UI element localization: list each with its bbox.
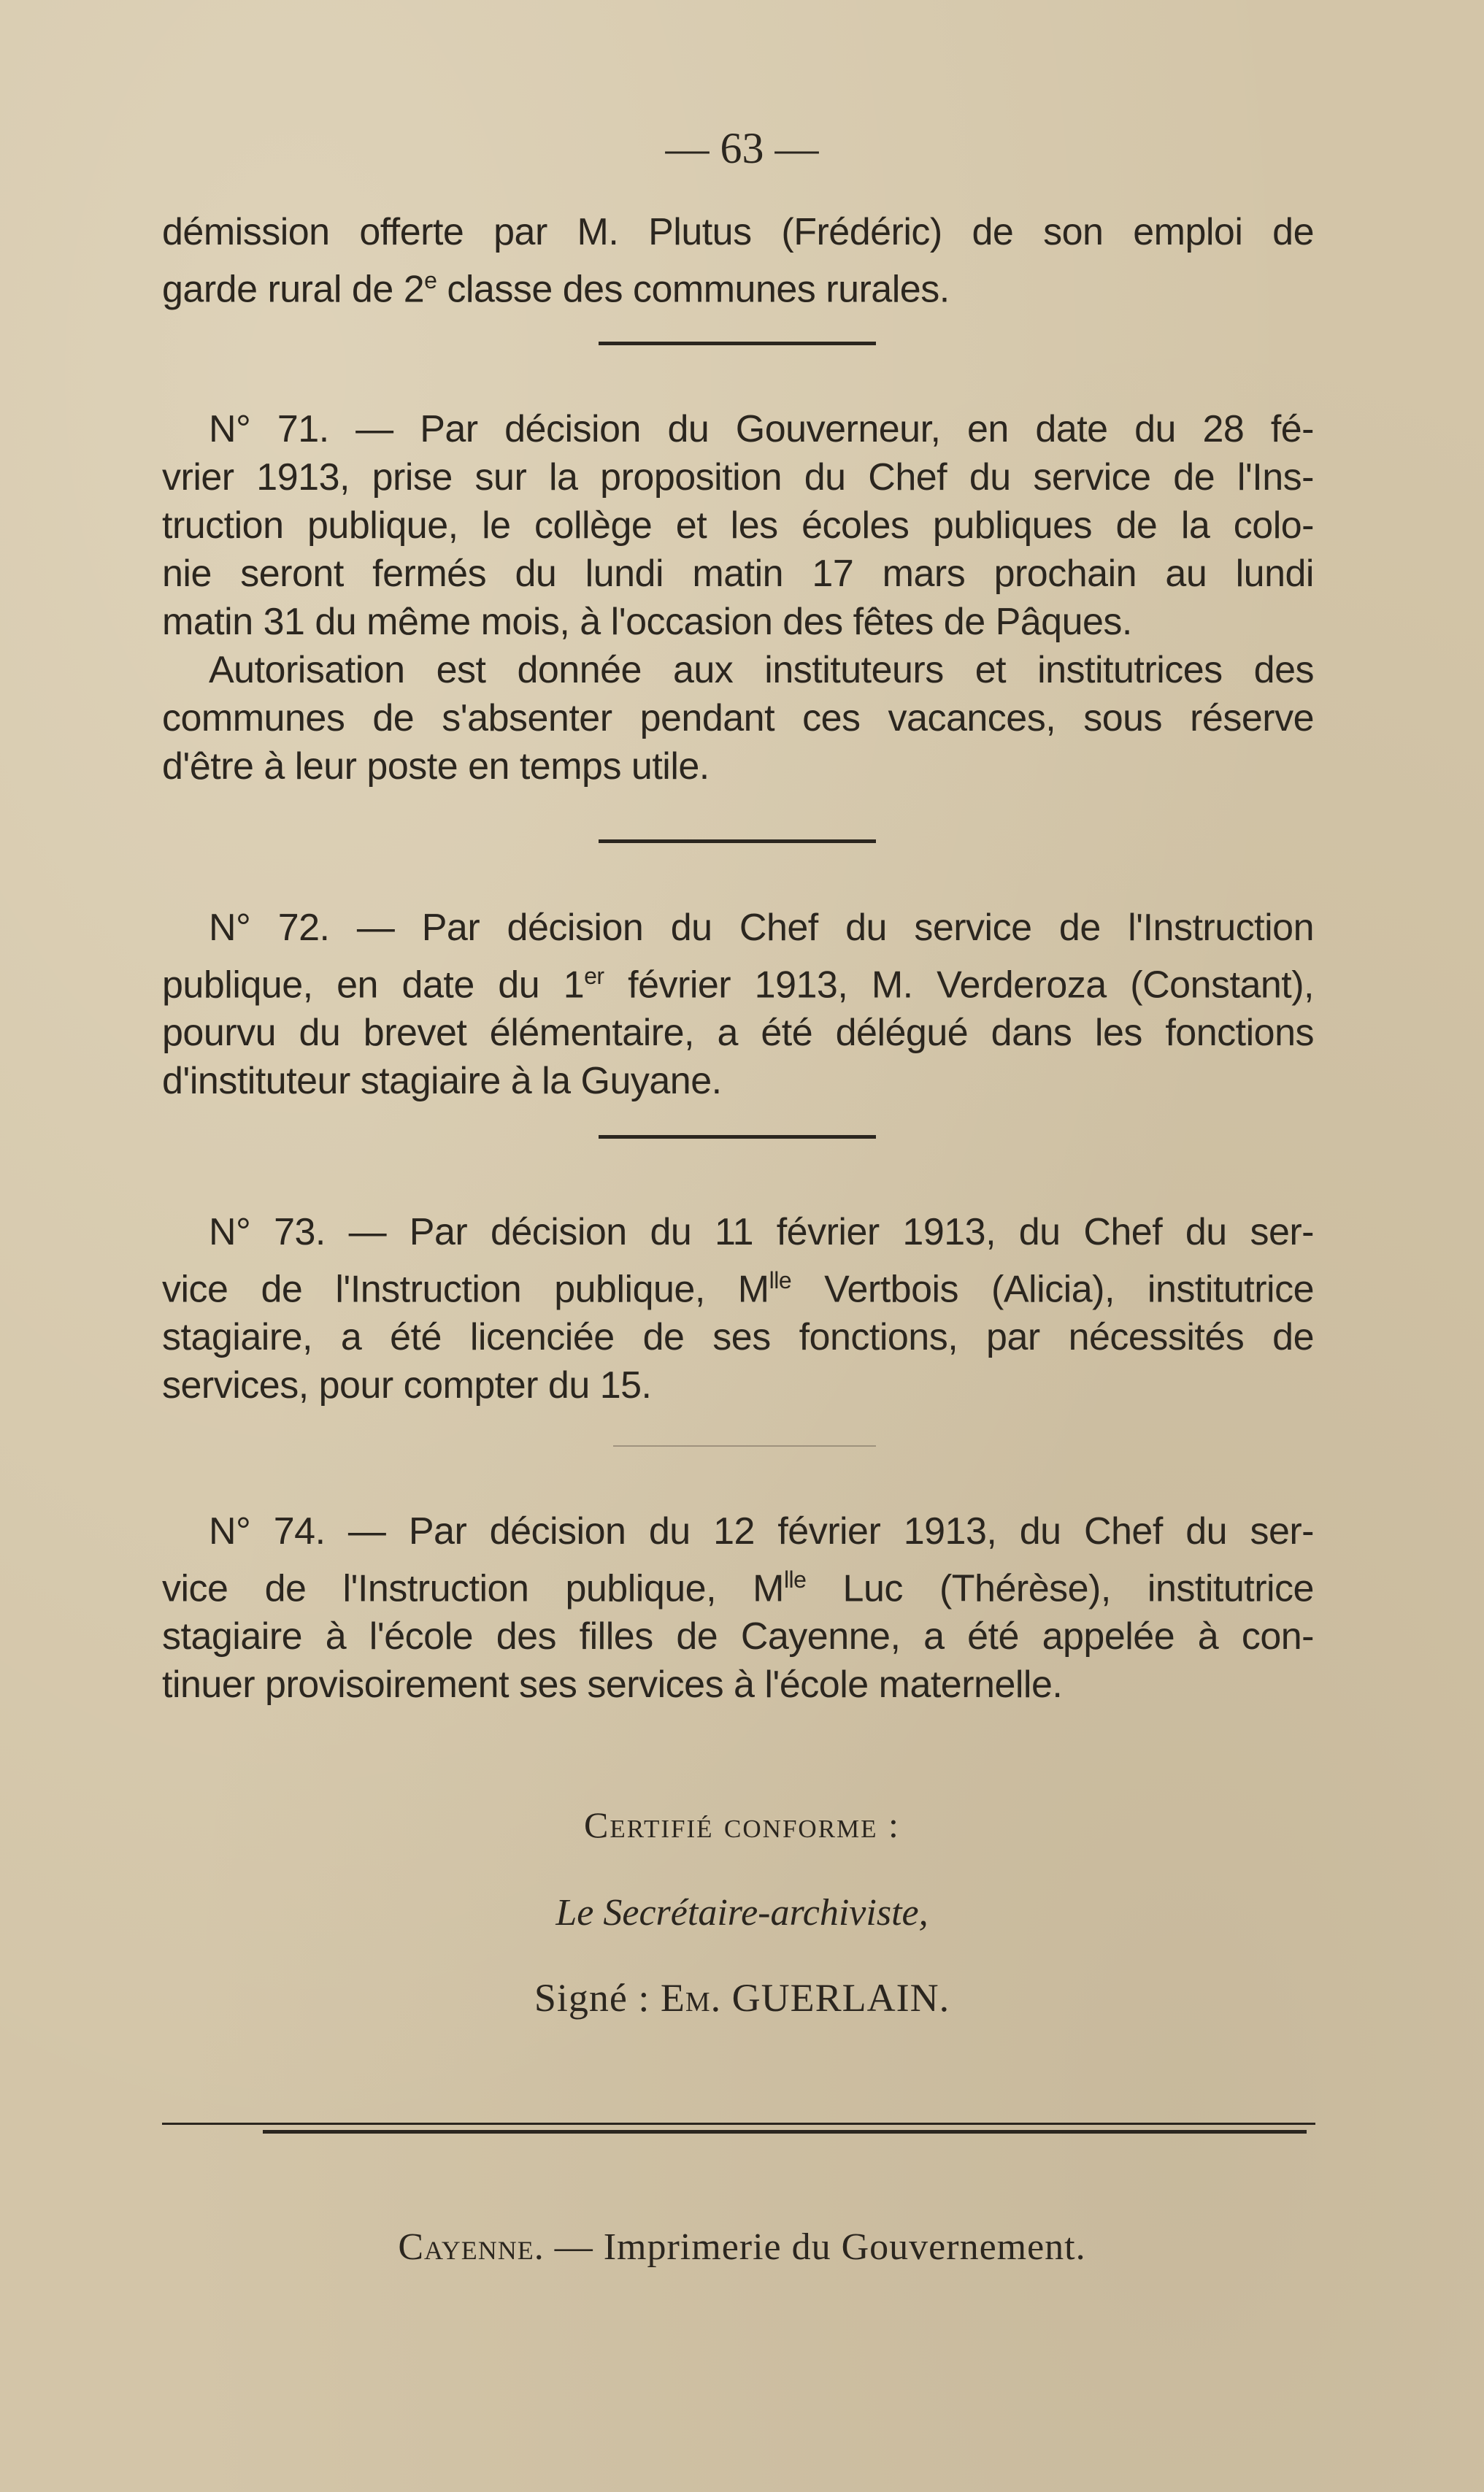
text-run: février 1913, M. Verderoza (Constant), <box>604 964 1314 1007</box>
text-line: nie seront fermés du lundi matin 17 mars prochain au lundi <box>162 553 1314 595</box>
signed-label: Signé : <box>534 1976 661 2020</box>
superscript: e <box>424 267 437 293</box>
text-line: N° 73. — Par décision du 11 février 1913, du Chef du ser- <box>209 1211 1314 1253</box>
text-line <box>162 1256 1314 1313</box>
separator-rule-faint <box>613 1445 876 1447</box>
text-line <box>162 1555 1314 1612</box>
separator-rule <box>599 1135 876 1139</box>
superscript: lle <box>783 1566 807 1593</box>
text-line: Autorisation est donnée aux instituteurs et institutrices des <box>209 649 1314 691</box>
separator-rule <box>599 839 876 843</box>
entry-74 <box>162 1507 1314 1709</box>
footer-rule-thick <box>263 2130 1307 2134</box>
entry-72 <box>162 904 1314 1105</box>
imprint-place: Cayenne <box>398 2226 534 2268</box>
text-line: d'être à leur poste en temps utile. <box>162 745 710 788</box>
separator-rule <box>599 342 876 345</box>
text-line <box>162 952 1314 1009</box>
text-line: N° 74. — Par décision du 12 février 1913, du Chef du ser- <box>209 1510 1314 1553</box>
text-line: truction publique, le collège et les écoles publiques de la colo- <box>162 504 1314 547</box>
text-run: publique, en date du 1 <box>162 964 585 1007</box>
text-run: classe des communes rurales. <box>437 268 950 311</box>
certification-title: Le Secrétaire-archiviste, <box>555 1892 929 1934</box>
text-line: pourvu du brevet élémentaire, a été délégué dans les fonctions <box>162 1012 1314 1055</box>
text-line: communes de s'absenter pendant ces vacances, sous réserve <box>162 697 1314 739</box>
text-line: stagiaire à l'école des filles de Cayenne, a été appelée à con- <box>162 1615 1314 1658</box>
text-line: N° 71. — Par décision du Gouverneur, en date du 28 fé- <box>209 408 1314 450</box>
entry-71 <box>162 405 1314 791</box>
certification-signature <box>0 1974 1484 2021</box>
text-run: Vertbois (Alicia), institutrice <box>791 1268 1314 1311</box>
superscript: lle <box>769 1267 792 1293</box>
text-run: garde rural de 2 <box>162 268 425 311</box>
text-line: matin 31 du même mois, à l'occasion des fêtes de Pâques. <box>162 601 1132 643</box>
superscript: er <box>584 963 604 989</box>
text-line: stagiaire, a été licenciée de ses fonctions, par nécessités de <box>162 1316 1314 1359</box>
text-line: vrier 1913, prise sur la proposition du Chef du service de l'Ins- <box>162 456 1314 499</box>
imprint-printer: Imprimerie du Gouvernement. <box>603 2226 1086 2268</box>
text-run: Luc (Thérèse), institutrice <box>806 1567 1314 1610</box>
text-line: d'instituteur stagiaire à la Guyane. <box>162 1060 722 1103</box>
text-run: vice de l'Instruction publique, M <box>162 1567 784 1610</box>
signed-name: GUERLAIN. <box>721 1976 950 2020</box>
printer-imprint <box>0 2225 1484 2270</box>
footer-rule-thin <box>162 2123 1315 2125</box>
page-number: — 63 — <box>665 124 819 172</box>
imprint-separator: . — <box>534 2226 604 2268</box>
text-line: N° 72. — Par décision du Chef du service de l'Instruction <box>209 907 1314 949</box>
certification-heading: Certifié conforme : <box>584 1804 900 1845</box>
text-run: vice de l'Instruction publique, M <box>162 1268 769 1311</box>
text-line: démission offerte par M. Plutus (Frédéric) de son emploi de <box>162 211 1314 253</box>
text-line: services, pour compter du 15. <box>162 1364 652 1407</box>
text-line: tinuer provisoirement ses services à l'école maternelle. <box>162 1664 1063 1707</box>
intro-paragraph <box>162 208 1314 313</box>
entry-73 <box>162 1208 1314 1410</box>
text-line <box>162 256 1314 313</box>
signed-initial: Em. <box>660 1976 722 2020</box>
